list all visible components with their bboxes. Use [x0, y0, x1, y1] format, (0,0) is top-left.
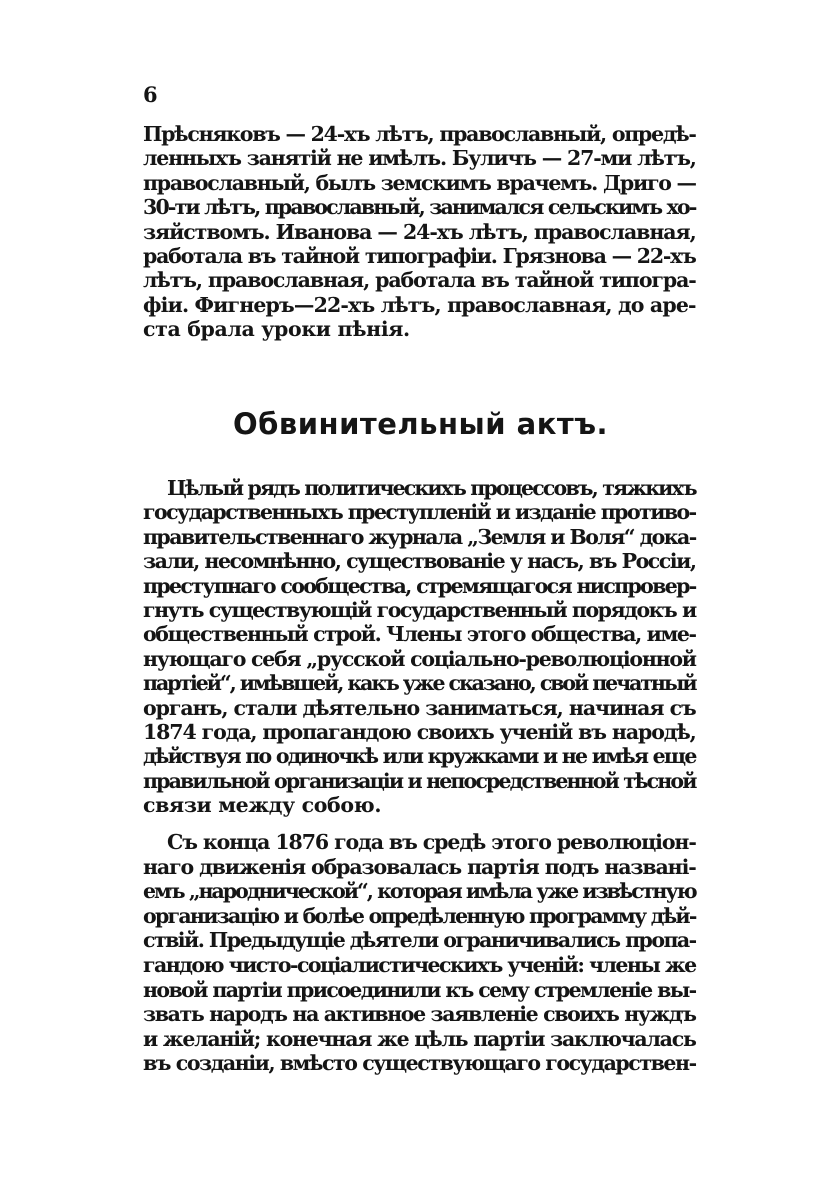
text-line: правильной организаціи и непосредственной тѣсной: [143, 768, 696, 793]
page-number: 6: [143, 82, 158, 107]
text-line: связи между собою.: [143, 793, 382, 818]
text-line: организацію и болѣе опредѣленную программу дѣй-: [143, 903, 696, 928]
text-line: новой партіи присоединили къ сему стремленіе вы-: [143, 977, 696, 1002]
text-line: работала въ тайной типографіи. Грязнова — 22-хъ: [143, 244, 696, 269]
text-line: гандою чисто-соціалистическихъ ученій: члены же: [143, 952, 696, 977]
text-line: органъ, стали дѣятельно заниматься, начиная съ: [143, 695, 696, 720]
text-line: партіей“, имѣвшей, какъ уже сказано, свой печатный: [143, 671, 696, 696]
text-line: звать народъ на активное заявленіе своихъ нуждъ: [143, 1002, 696, 1027]
text-line: Съ конца 1876 года въ средѣ этого революціон-: [167, 830, 696, 854]
text-line: государственныхъ преступленій и изданіе противо-: [143, 500, 696, 525]
text-line: общественный строй. Члены этого общества, име-: [143, 622, 696, 647]
text-line: въ созданіи, вмѣсто существующаго государствен-: [143, 1051, 696, 1076]
indictment-paragraph-2: [143, 830, 698, 1076]
text-line: Цѣлый рядъ политическихъ процессовъ, тяжкихъ: [167, 476, 696, 500]
text-line: наго движенія образовалась партія подъ названі-: [143, 854, 696, 879]
text-line: и желаній; конечная же цѣль партіи заключалась: [143, 1026, 696, 1051]
text-line: 1874 года, пропагандою своихъ ученій въ народѣ,: [143, 720, 696, 745]
text-line: фіи. Фигнеръ—22-хъ лѣтъ, православная, до аре-: [143, 292, 696, 317]
text-line: дѣйствуя по одиночкѣ или кружками и не имѣя еще: [143, 744, 696, 769]
text-line: ствій. Предыдущіе дѣятели ограничивались пропа-: [143, 928, 696, 953]
text-line: преступнаго сообщества, стремящагося ниспровер-: [143, 573, 696, 598]
indictment-paragraph-1: [143, 476, 698, 818]
text-line: православный, былъ земскимъ врачемъ. Дриго —: [143, 170, 696, 195]
text-line: зали, несомнѣнно, существованіе у насъ, въ Россіи,: [143, 549, 696, 574]
text-line: Прѣсняковъ — 24-хъ лѣтъ, православный, опредѣ-: [143, 122, 696, 146]
text-line: ленныхъ занятій не имѣлъ. Буличъ — 27-ми лѣтъ,: [143, 146, 696, 171]
text-line: нующаго себя „русской соціально-революціонной: [143, 646, 696, 671]
text-line: гнуть существующій государственный порядокъ и: [143, 598, 696, 623]
defendants-paragraph: [143, 122, 698, 342]
text-line: зяйствомъ. Иванова — 24-хъ лѣтъ, православная,: [143, 219, 696, 244]
text-line: емъ „народнической“, которая имѣла уже извѣстную: [143, 879, 696, 904]
text-line: ста брала уроки пѣнія.: [143, 317, 410, 342]
section-heading: Обвинительный актъ.: [232, 407, 609, 441]
text-line: 30-ти лѣтъ, православный, занимался сельскимъ хо-: [143, 195, 696, 220]
text-line: правительственнаго журнала „Земля и Воля“ дока-: [143, 524, 696, 549]
text-line: лѣтъ, православная, работала въ тайной типогра-: [143, 268, 696, 293]
